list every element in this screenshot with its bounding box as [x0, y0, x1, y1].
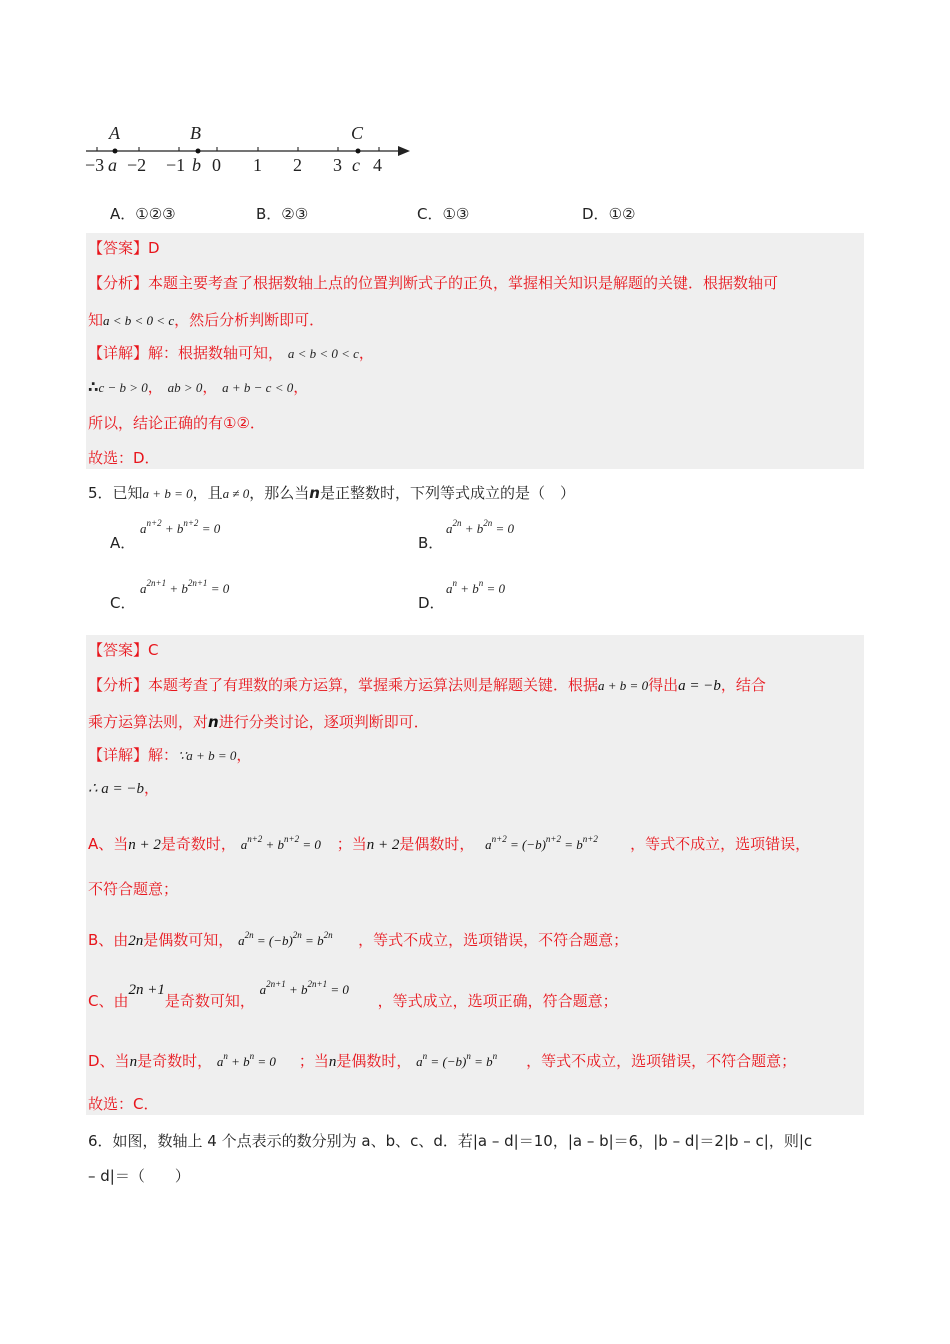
- q4-answer: 【答案】D: [88, 239, 160, 257]
- tick-label: −3: [85, 155, 105, 175]
- q4-option-c[interactable]: C．①③: [417, 205, 470, 223]
- q4-option-d[interactable]: D．①②: [582, 205, 636, 223]
- q6-question-line1: 6．如图，数轴上 4 个点表示的数分别为 a、b、c、d．若|a – d|＝10，|a – b|＝6，|b – d|＝2|b – c|，则|c: [88, 1132, 813, 1150]
- q5-option-c[interactable]: C．: [110, 594, 136, 612]
- q5-option-a-formula: $a^{n+2} + b^{n+2} = 0$: [140, 518, 221, 536]
- tick-label: 3: [333, 155, 342, 175]
- point-label-c: C: [351, 123, 364, 143]
- tick-label: 0: [212, 155, 221, 175]
- q5-option-b[interactable]: B．: [418, 534, 444, 552]
- analysis-tag: 【分析】: [88, 676, 149, 694]
- q5-therefore-line: ∴ a = −b，: [88, 779, 160, 797]
- q5-case-b-line: B、由2n是偶数可知， $a^{2n} = (-b)^{2n} = b^{2n}$ ，等式不成立，选项错误，不符合题意；: [88, 930, 629, 949]
- q5-case-a-line1: A、当n + 2是奇数时， $a^{n+2} + b^{n+2} = 0$ ；当n + 2是偶数时， $a^{n+2} = (-b)^{n+2} = b^{n+2}$ ，等式不成立，选项错误，: [88, 834, 811, 853]
- tick-label: 4: [373, 155, 382, 175]
- q5-solution-panel: [86, 635, 864, 1115]
- q4-option-a[interactable]: A．①②③: [110, 205, 176, 223]
- q4-analysis-line2: 知a < b < 0 < c，然后分析判断即可．: [88, 311, 325, 329]
- point-b-dot: [196, 149, 201, 154]
- q5-question: 5．已知a + b = 0，且a ≠ 0，那么当n是正整数时，下列等式成立的是（ ）: [88, 484, 575, 502]
- q4-detail-line: 【详解】解：根据数轴可知， a < b < 0 < c，: [88, 344, 374, 362]
- q5-option-a[interactable]: A．: [110, 534, 136, 552]
- tick-label: a: [108, 155, 117, 175]
- q5-choose: 故选：C．: [88, 1095, 159, 1113]
- tick-label: −2: [127, 155, 147, 175]
- q5-analysis-line2: 乘方运算法则，对n进行分类讨论，逐项判断即可．: [88, 713, 429, 731]
- q5-case-d-line: D、当n是奇数时， $a^n + b^n = 0$ ；当n是偶数时， $a^n = (-b)^n = b^n$ ，等式不成立，选项错误，不符合题意；: [88, 1051, 797, 1070]
- tick-label: c: [352, 155, 360, 175]
- q5-option-c-formula: $a^{2n+1} + b^{2n+1} = 0$: [140, 578, 230, 596]
- tick-label: −1: [166, 155, 186, 175]
- number-line-arrow: [398, 146, 410, 156]
- tick-label: b: [192, 155, 201, 175]
- detail-tag: 【详解】: [88, 746, 149, 764]
- tick-label: 1: [253, 155, 262, 175]
- q4-choose: 故选：D．: [88, 449, 160, 467]
- q5-option-d[interactable]: D．: [418, 594, 445, 612]
- detail-tag: 【详解】: [88, 344, 149, 362]
- q5-analysis-line1: 【分析】本题考查了有理数的乘方运算，掌握乘方运算法则是解题关键．根据a + b = 0得出a = −b，结合: [88, 676, 766, 694]
- q6-question-line2: – d|＝（ ）: [88, 1167, 190, 1185]
- point-a-dot: [113, 149, 118, 154]
- point-c-dot: [356, 149, 361, 154]
- number-line-figure: [84, 118, 424, 182]
- q5-case-c-line: C、由2n +1是奇数可知， $a^{2n+1} + b^{2n+1} = 0$，等式成立，选项正确，符合题意；: [88, 979, 618, 1010]
- q5-option-d-formula: $a^n + b^n = 0$: [446, 578, 506, 596]
- analysis-tag: 【分析】: [88, 274, 149, 292]
- point-label-a: A: [109, 123, 120, 143]
- q5-answer: 【答案】C: [88, 641, 159, 659]
- q4-option-b[interactable]: B．②③: [256, 205, 309, 223]
- q5-case-a-line2: 不符合题意；: [88, 880, 179, 898]
- q4-analysis-line1: 【分析】本题主要考查了根据数轴上点的位置判断式子的正负，掌握相关知识是解题的关键．根据数轴可: [88, 274, 779, 292]
- point-label-b: B: [190, 123, 201, 143]
- q5-option-b-formula: $a^{2n} + b^{2n} = 0$: [446, 518, 515, 536]
- q4-conclusion: 所以，结论正确的有①②．: [88, 414, 265, 432]
- q5-detail-line: 【详解】解：∵a + b = 0，: [88, 746, 252, 764]
- tick-label: 2: [293, 155, 302, 175]
- q4-inequalities: ∴c − b > 0， ab > 0， a + b − c < 0，: [88, 378, 309, 396]
